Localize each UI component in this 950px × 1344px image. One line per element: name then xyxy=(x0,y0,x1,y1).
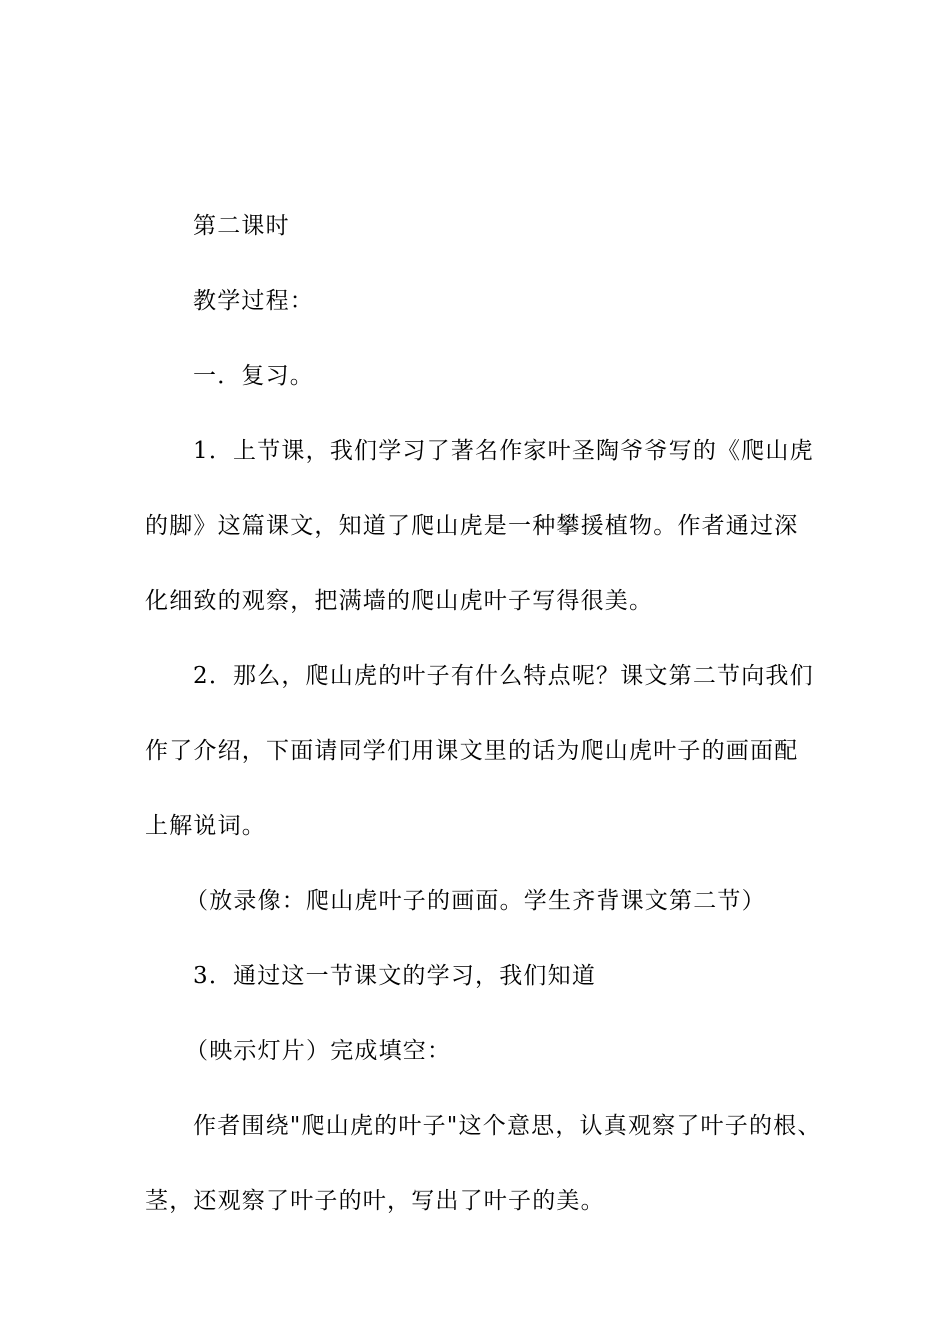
paragraph-line: 作者围绕"爬山虎的叶子"这个意思，认真观察了叶子的根、 xyxy=(193,1113,822,1139)
paragraph-line: 1．上节课，我们学习了著名作家叶圣陶爷爷写的《爬山虎 xyxy=(193,438,814,464)
slide-note: （映示灯片）完成填空： xyxy=(185,1038,452,1064)
paragraph-line: 作了介绍，下面请同学们用课文里的话为爬山虎叶子的画面配 xyxy=(145,738,799,764)
paragraph-line: 茎，还观察了叶子的叶，写出了叶子的美。 xyxy=(145,1188,605,1214)
paragraph-line: 的脚》这篇课文，知道了爬山虎是一种攀援植物。作者通过深 xyxy=(145,513,799,539)
lesson-heading: 第二课时 xyxy=(193,213,290,239)
paragraph-line: 化细致的观察，把满墙的爬山虎叶子写得很美。 xyxy=(145,588,654,614)
teaching-process-label: 教学过程： xyxy=(193,288,314,314)
section-review-heading: 一．复习。 xyxy=(193,363,314,389)
paragraph-line: 2．那么，爬山虎的叶子有什么特点呢？课文第二节向我们 xyxy=(193,663,814,689)
paragraph-line: 3．通过这一节课文的学习，我们知道 xyxy=(193,963,597,989)
video-note: （放录像：爬山虎叶子的画面。学生齐背课文第二节） xyxy=(185,888,766,914)
paragraph-line: 上解说词。 xyxy=(145,813,266,839)
